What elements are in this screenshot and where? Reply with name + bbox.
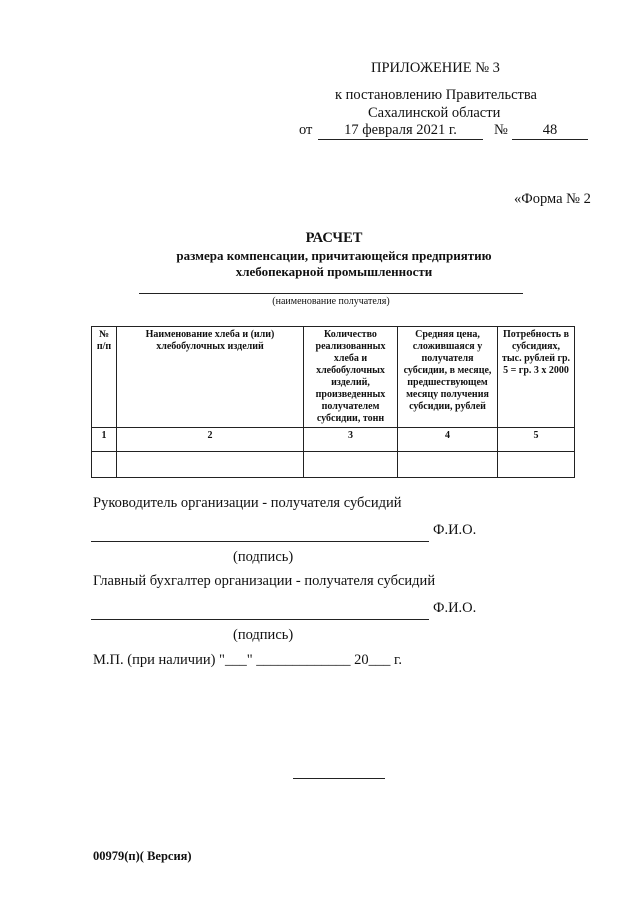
column-number-4: 4 (398, 428, 498, 452)
appendix-title: ПРИЛОЖЕНИЕ № 3 (371, 60, 500, 76)
table-cell[interactable] (304, 452, 398, 478)
column-header-average-price: Средняя цена, сложившаяся у получателя субсидии, в месяце, предшествующем месяцу получения субсидии, рублей (398, 327, 498, 428)
table-cell[interactable] (398, 452, 498, 478)
appendix-from-label: от (299, 122, 313, 138)
column-header-subsidy-need: Потребность в субсидиях, тыс. рублей гр. 5 = гр. 3 х 2000 (498, 327, 575, 428)
table-cell[interactable] (117, 452, 304, 478)
accountant-signature-caption: (подпись) (233, 627, 294, 643)
accountant-signature-line (91, 619, 429, 620)
calculation-subtitle-line-2: хлебопекарной промышленности (235, 264, 433, 279)
head-signature-label: Руководитель организации - получателя субсидий (93, 495, 402, 511)
column-header-number: № п/п (92, 327, 117, 428)
column-header-product-name: Наименование хлеба и (или) хлебобулочных изделий (117, 327, 304, 428)
appendix-date: 17 февраля 2021 г. (318, 122, 483, 140)
calculation-title: РАСЧЕТ (305, 230, 363, 246)
head-fio-label: Ф.И.О. (433, 522, 477, 538)
table-cell[interactable] (498, 452, 575, 478)
column-number-5: 5 (498, 428, 575, 452)
form-label: «Форма № 2 (514, 191, 591, 207)
table-row (92, 452, 575, 478)
stamp-date-line: М.П. (при наличии) "___" _____________ 20___ г. (93, 652, 402, 668)
column-header-quantity: Количество реализованных хлеба и хлебобулочных изделий, произведенных получателем субсидии, тонн (304, 327, 398, 428)
appendix-line-1: к постановлению Правительства (335, 87, 537, 103)
appendix-number: 48 (512, 122, 588, 140)
table-column-numbers-row (92, 428, 575, 452)
table-header-row (92, 327, 575, 428)
document-footer-code: 00979(п)( Версия) (93, 849, 192, 863)
head-signature-line (91, 541, 429, 542)
recipient-caption: (наименование получателя) (272, 296, 390, 307)
calculation-table (91, 326, 575, 478)
column-number-3: 3 (304, 428, 398, 452)
head-signature-caption: (подпись) (233, 549, 294, 565)
column-number-1: 1 (92, 428, 117, 452)
calculation-subtitle-line-1: размера компенсации, причитающейся предприятию (176, 248, 492, 263)
appendix-number-label: № (494, 122, 508, 138)
column-number-2: 2 (117, 428, 304, 452)
recipient-name-line (139, 293, 523, 294)
table-cell[interactable] (92, 452, 117, 478)
end-separator-line (293, 778, 385, 779)
accountant-fio-label: Ф.И.О. (433, 600, 477, 616)
accountant-signature-label: Главный бухгалтер организации - получателя субсидий (93, 573, 436, 589)
appendix-line-2: Сахалинской области (368, 105, 501, 121)
